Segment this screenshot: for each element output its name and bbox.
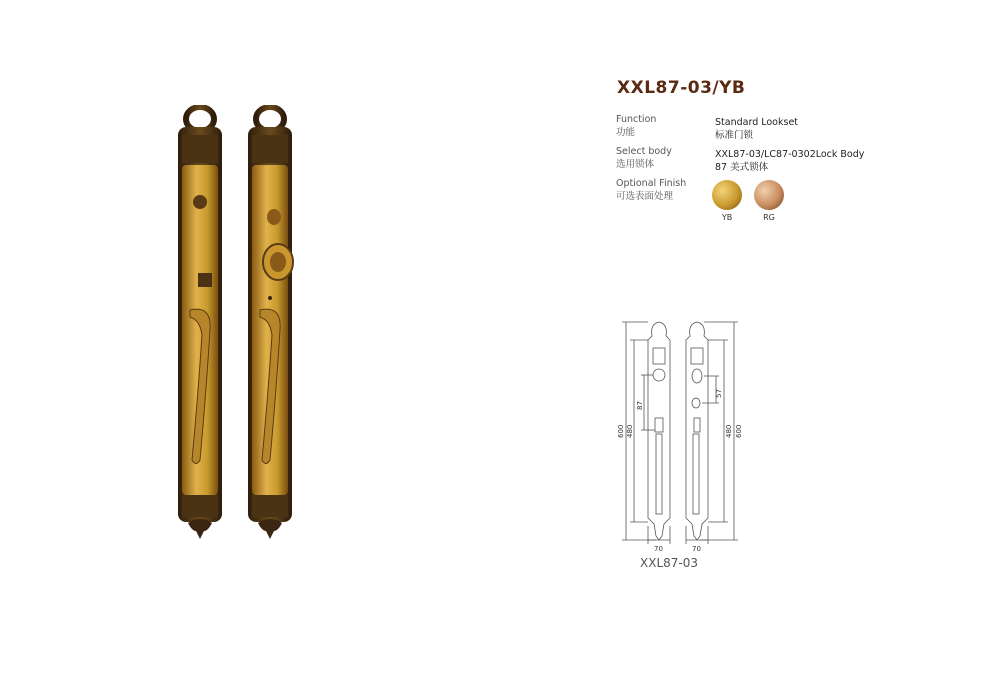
yb-label: YB — [721, 213, 733, 222]
function-label-en: Function — [616, 114, 657, 125]
function-value-cn: 标准门锁 — [715, 130, 754, 141]
left-plate — [178, 107, 222, 539]
body-label-cn: 选用锁体 — [616, 159, 655, 170]
body-value-cn: 87 美式锁体 — [715, 162, 769, 173]
dim-total-left: 600 — [617, 424, 625, 438]
finish-option-yb[interactable] — [712, 180, 742, 222]
product-title: XXL87-03/YB — [617, 78, 746, 98]
function-value-en: Standard Lookset — [715, 117, 799, 128]
function-label-cn: 功能 — [616, 127, 636, 138]
dim-inner-left: 480 — [626, 424, 634, 438]
spec-values — [715, 116, 915, 174]
body-label-en: Select body — [616, 146, 672, 157]
dim-width-right: 70 — [692, 545, 701, 553]
dim-width-left: 70 — [654, 545, 663, 553]
dim-backset: 87 — [636, 401, 644, 410]
model-caption: XXL87-03 — [640, 556, 698, 570]
product-image — [160, 105, 310, 545]
body-value-en: XXL87-03/LC87-0302Lock Body — [715, 149, 865, 160]
rg-label: RG — [763, 213, 775, 222]
finish-label-en: Optional Finish — [616, 178, 687, 189]
technical-drawing — [612, 318, 752, 554]
rg-swatch — [754, 180, 784, 210]
finish-label-cn: 可选表面处理 — [616, 191, 674, 202]
yb-swatch — [712, 180, 742, 210]
dim-total-right: 600 — [735, 424, 743, 438]
finish-option-rg[interactable] — [754, 180, 784, 222]
dim-right-small: 57 — [715, 389, 723, 398]
right-plate — [248, 107, 293, 539]
dim-inner-right: 480 — [725, 424, 733, 438]
